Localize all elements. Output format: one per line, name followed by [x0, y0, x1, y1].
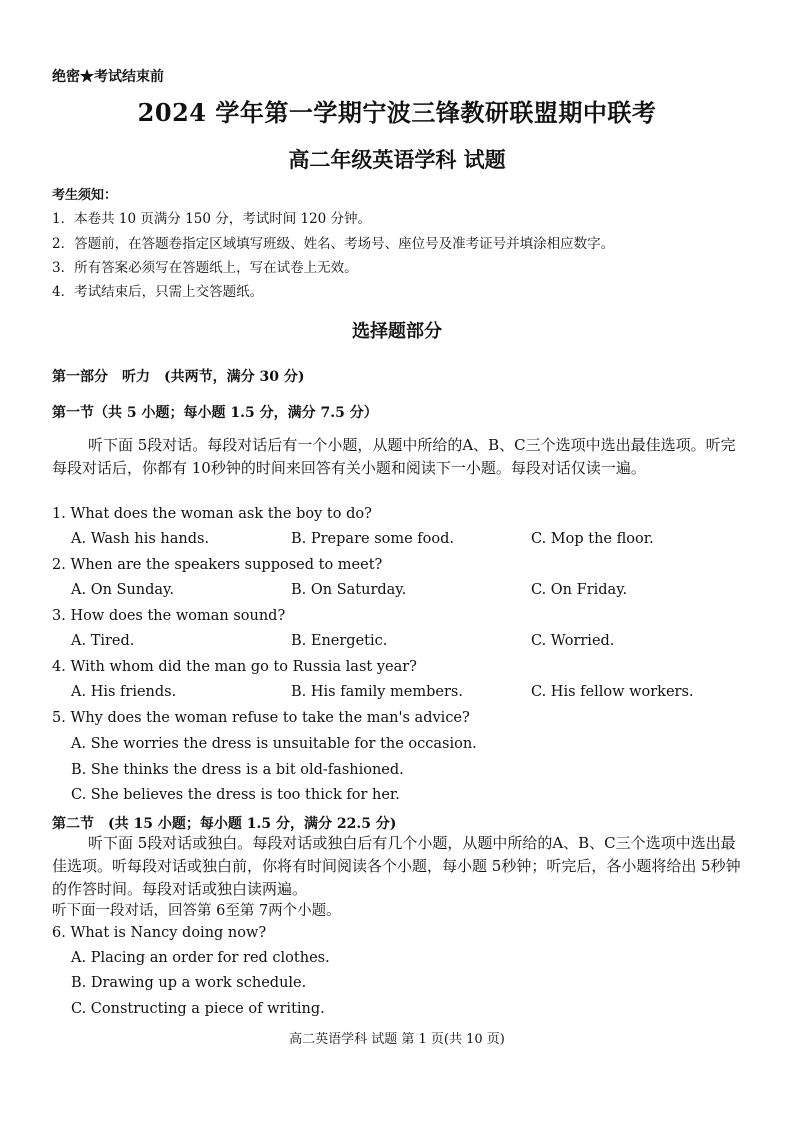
option-b: B. Energetic. [291, 633, 388, 649]
question-stem: 6. What is Nancy doing now? [52, 925, 267, 941]
notice-item: 2．答题前，在答题卷指定区域填写班级、姓名、考场号、座位号及准考证号并填涂相应数字。 [52, 236, 615, 252]
notice-heading: 考生须知： [52, 188, 118, 203]
question-stem: 2. When are the speakers supposed to meet? [52, 557, 383, 573]
option-b: B. On Saturday. [291, 582, 407, 598]
exam-subtitle: 高二年级英语学科 试题 [288, 147, 506, 172]
notice-item: 3．所有答案必须写在答题纸上，写在试卷上无效。 [52, 260, 358, 276]
option-c: C. On Friday. [531, 582, 628, 598]
option-a: A. Tired. [71, 633, 135, 649]
option-c: C. Constructing a piece of writing. [71, 1001, 325, 1017]
section2-instructions-text: 听下面 5段对话或独白。每段对话或独白后有几个小题，从题中所给的A、B、C三个选项中选出最佳选项。听每段对话或独白前，你将有时间阅读各个小题，每小题 5秒钟；听完后，各小题将给出 5秒钟的作答时间。每段对话或独白读两遍。 [52, 834, 741, 898]
option-c: C. She believes the dress is too thick for her. [71, 787, 400, 803]
option-a: A. His friends. [71, 684, 177, 700]
option-b: B. His family members. [291, 684, 463, 700]
page-footer: 高二英语学科 试题 第 1 页(共 10 页) [289, 1032, 505, 1047]
question-stem: 4. With whom did the man go to Russia last year? [52, 659, 417, 675]
section1-instructions-text: 听下面 5段对话。每段对话后有一个小题，从题中所给的A、B、C三个选项中选出最佳选项。听完每段对话后，你都有 10秒钟的时间来回答有关小题和阅读下一小题。每段对话仅读一遍。 [52, 436, 736, 477]
confidential-label: 绝密★考试结束前 [52, 69, 164, 85]
option-c: C. His fellow workers. [531, 684, 694, 700]
section1-instructions [52, 434, 742, 480]
dialogue-lead: 听下面一段对话，回答第 6至第 7两个小题。 [52, 903, 341, 919]
option-c: C. Worried. [531, 633, 615, 649]
option-a: A. She worries the dress is unsuitable for the occasion. [71, 736, 477, 752]
part-heading: 第一部分 听力 (共两节，满分 30 分) [52, 369, 305, 385]
notice-item: 4．考试结束后，只需上交答题纸。 [52, 284, 264, 300]
option-c: C. Mop the floor. [531, 531, 654, 547]
section1-heading: 第一节（共 5 小题；每小题 1.5 分，满分 7.5 分） [52, 405, 378, 421]
option-b: B. Prepare some food. [291, 531, 455, 547]
question-stem: 5. Why does the woman refuse to take the man's advice? [52, 710, 470, 726]
section2-heading: 第二节 (共 15 小题；每小题 1.5 分，满分 22.5 分) [52, 816, 397, 832]
section2-instructions [52, 832, 742, 901]
option-b: B. She thinks the dress is a bit old-fashioned. [71, 762, 404, 778]
option-b: B. Drawing up a work schedule. [71, 975, 307, 991]
notice-item: 1．本卷共 10 页满分 150 分，考试时间 120 分钟。 [52, 211, 372, 227]
option-a: A. Placing an order for red clothes. [71, 950, 330, 966]
option-a: A. Wash his hands. [71, 531, 210, 547]
exam-title: 2024 学年第一学期宁波三锋教研联盟期中联考 [137, 98, 657, 127]
option-a: A. On Sunday. [71, 582, 174, 598]
question-stem: 3. How does the woman sound? [52, 608, 286, 624]
section-heading: 选择题部分 [352, 321, 442, 342]
question-stem: 1. What does the woman ask the boy to do? [52, 506, 372, 522]
